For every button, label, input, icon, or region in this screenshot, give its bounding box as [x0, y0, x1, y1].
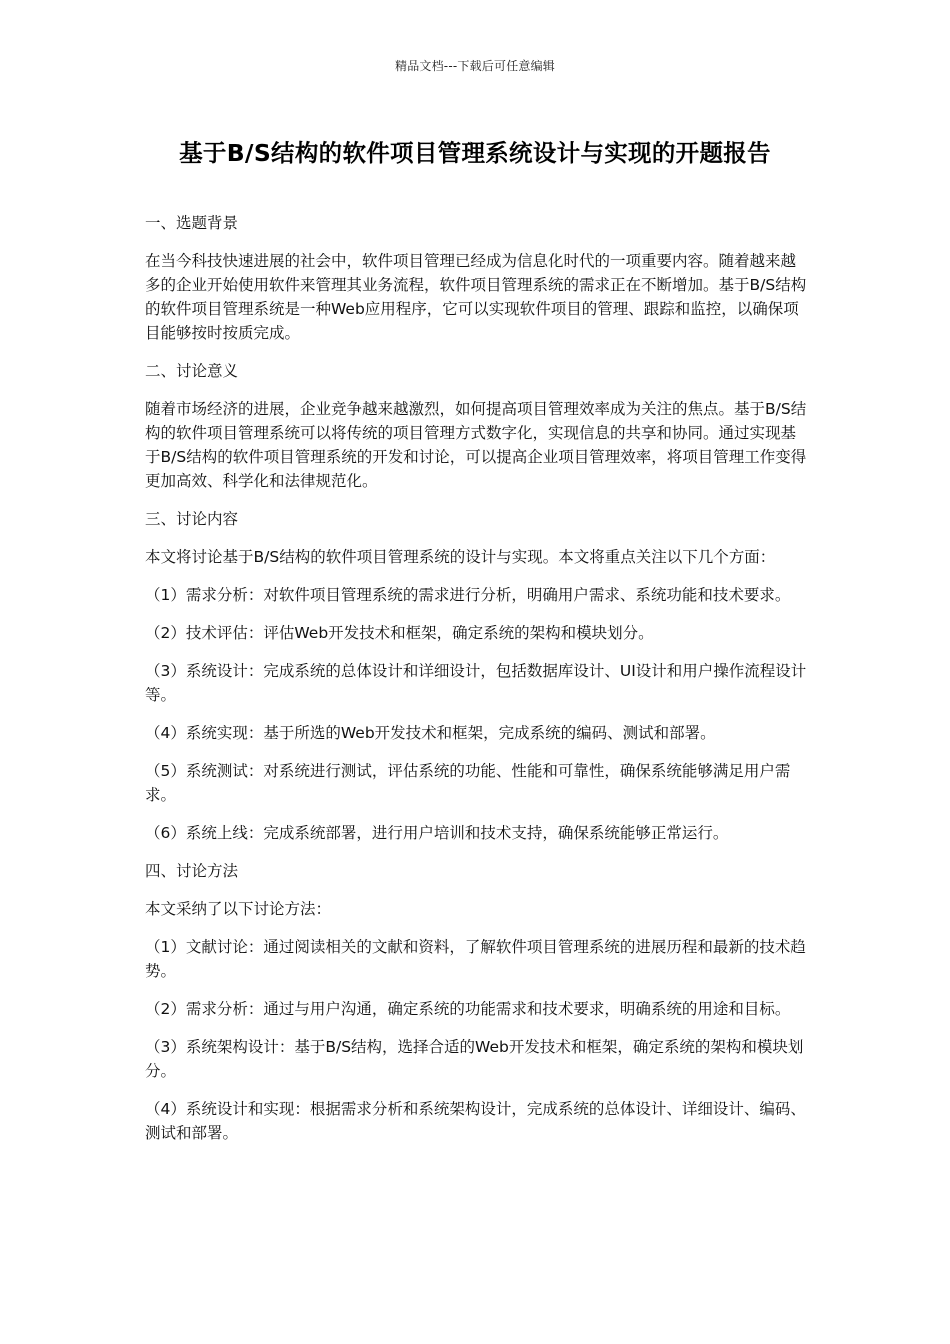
section-paragraph: 本文采纳了以下讨论方法： — [145, 900, 332, 918]
document-title: 基于B/S结构的软件项目管理系统设计与实现的开题报告 — [179, 139, 771, 167]
list-item: （6）系统上线：完成系统部署，进行用户培训和技术支持，确保系统能够正常运行。 — [145, 824, 729, 842]
header-note: 精品文档---下载后可任意编辑 — [395, 59, 555, 73]
section-paragraph: 在当今科技快速进展的社会中，软件项目管理已经成为信息化时代的一项重要内容。随着越来越多的企业开始使用软件来管理其业务流程，软件项目管理系统的需求正在不断增加。基于B/S结构的软件项目管理系统是一种Web应用程序，它可以实现软件项目的管理、跟踪和监控，以确保项目能够按时按质完成。 — [145, 252, 807, 342]
list-item: （3）系统设计：完成系统的总体设计和详细设计，包括数据库设计、UI设计和用户操作流程设计等。 — [145, 662, 807, 704]
list-item: （3）系统架构设计：基于B/S结构，选择合适的Web开发技术和框架，确定系统的架构和模块划分。 — [145, 1038, 804, 1080]
document-body — [145, 211, 809, 1159]
list-item: （1）需求分析：对软件项目管理系统的需求进行分析，明确用户需求、系统功能和技术要求。 — [145, 586, 791, 604]
list-item: （1）文献讨论：通过阅读相关的文献和资料，了解软件项目管理系统的进展历程和最新的技术趋势。 — [145, 938, 806, 980]
list-item: （2）需求分析：通过与用户沟通，确定系统的功能需求和技术要求，明确系统的用途和目标。 — [145, 1000, 791, 1018]
section-paragraph: 本文将讨论基于B/S结构的软件项目管理系统的设计与实现。本文将重点关注以下几个方面： — [145, 548, 776, 566]
section-heading-content: 三、讨论内容 — [145, 510, 239, 528]
list-item: （5）系统测试：对系统进行测试，评估系统的功能、性能和可靠性，确保系统能够满足用户需求。 — [145, 762, 791, 804]
section-heading-background: 一、选题背景 — [145, 214, 239, 232]
list-item: （4）系统实现：基于所选的Web开发技术和框架，完成系统的编码、测试和部署。 — [145, 724, 716, 742]
list-item: （2）技术评估：评估Web开发技术和框架，确定系统的架构和模块划分。 — [145, 624, 654, 642]
section-paragraph: 随着市场经济的进展，企业竞争越来越激烈，如何提高项目管理效率成为关注的焦点。基于B/S结构的软件项目管理系统可以将传统的项目管理方式数字化，实现信息的共享和协同。通过实现基于B/S结构的软件项目管理系统的开发和讨论，可以提高企业项目管理效率，将项目管理工作变得更加高效、科学化和法律规范化。 — [145, 400, 807, 490]
list-item: （4）系统设计和实现：根据需求分析和系统架构设计，完成系统的总体设计、详细设计、编码、测试和部署。 — [145, 1100, 806, 1142]
section-heading-significance: 二、讨论意义 — [145, 362, 239, 380]
section-heading-method: 四、讨论方法 — [145, 862, 239, 880]
